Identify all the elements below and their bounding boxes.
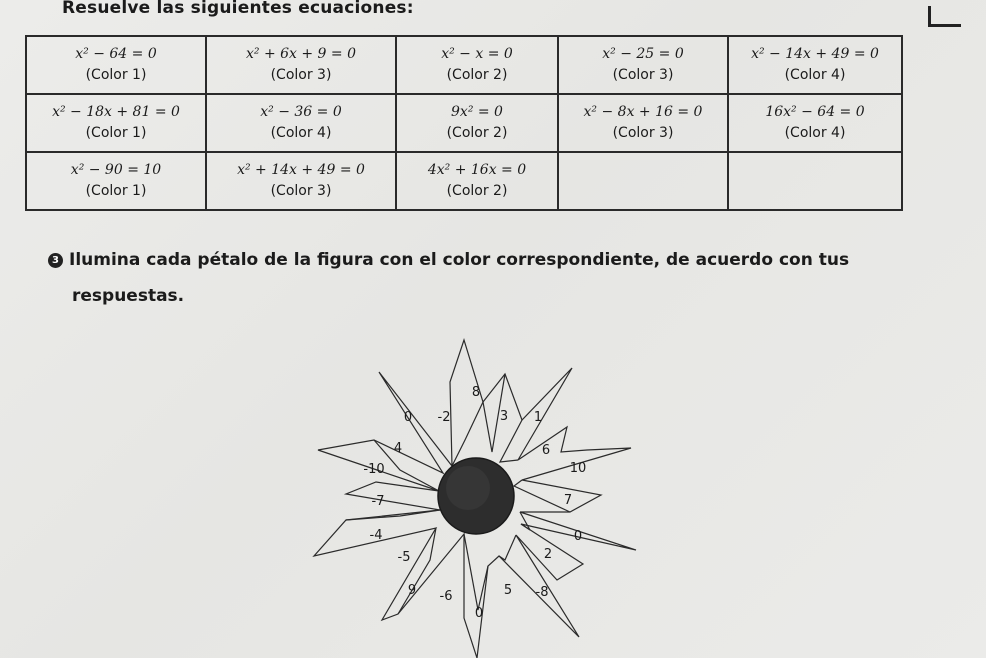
petal-label: 0 (573, 529, 583, 544)
equation: x² − 14x + 49 = 0 (751, 46, 879, 62)
petal-label: 2 (543, 547, 553, 562)
equation: 16x² − 64 = 0 (765, 104, 865, 120)
equation: x² − 18x + 81 = 0 (52, 104, 180, 120)
color-tag: (Color 3) (270, 183, 332, 199)
petal-label: 4 (393, 441, 403, 456)
petal-label: 1 (533, 410, 543, 425)
color-tag: (Color 2) (446, 183, 508, 199)
petal-label: 0 (474, 606, 484, 621)
color-tag: (Color 3) (612, 67, 674, 83)
color-tag: (Color 4) (784, 67, 846, 83)
petal-label: 3 (499, 409, 509, 424)
instruction-text: Ilumina cada pétalo de la figura con el color correspondiente, de acuerdo con tus (69, 250, 850, 270)
color-tag: (Color 1) (85, 67, 147, 83)
equation: x² − 8x + 16 = 0 (583, 104, 703, 120)
color-tag: (Color 2) (446, 125, 508, 141)
petal-label: 10 (569, 461, 587, 476)
petal-label: -7 (371, 494, 385, 509)
equation: 4x² + 16x = 0 (427, 162, 527, 178)
petal-divider (500, 420, 522, 462)
equation: x² + 6x + 9 = 0 (245, 46, 357, 62)
color-tag: (Color 1) (85, 183, 147, 199)
petal-label: -5 (397, 550, 411, 565)
petal-label: 0 (403, 410, 413, 425)
petal-label: -2 (437, 410, 451, 425)
petal-label: 7 (563, 493, 573, 508)
color-tag: (Color 1) (85, 125, 147, 141)
equation: x² − 90 = 10 (70, 162, 162, 178)
petal-divider (398, 528, 436, 614)
equation: x² − 25 = 0 (602, 46, 684, 62)
petal-label: -10 (363, 462, 385, 477)
petal-label: 6 (541, 443, 551, 458)
petal-label: 9 (407, 583, 417, 598)
equation: x² − 64 = 0 (75, 46, 157, 62)
petal-label: -8 (535, 585, 549, 600)
color-tag: (Color 4) (784, 125, 846, 141)
equation: x² − 36 = 0 (260, 104, 342, 120)
petal-label: -4 (369, 528, 383, 543)
instruction-line-2: respuestas. (72, 286, 185, 306)
equation: x² + 14x + 49 = 0 (237, 162, 365, 178)
color-tag: (Color 3) (270, 67, 332, 83)
petal-divider (514, 480, 573, 512)
equation: 9x² = 0 (451, 104, 503, 120)
step-number-badge: 3 (48, 253, 63, 268)
color-tag: (Color 4) (270, 125, 332, 141)
color-tag: (Color 2) (446, 67, 508, 83)
petal-label: 5 (503, 583, 513, 598)
petal-label: -6 (439, 589, 453, 604)
petal-label: 8 (471, 385, 481, 400)
heading: Resuelve las siguientes ecuaciones: (62, 0, 414, 18)
color-tag: (Color 3) (612, 125, 674, 141)
equation: x² − x = 0 (441, 46, 513, 62)
petal-divider (452, 402, 483, 466)
flower-center-texture (446, 466, 490, 510)
petal-divider (499, 535, 516, 560)
